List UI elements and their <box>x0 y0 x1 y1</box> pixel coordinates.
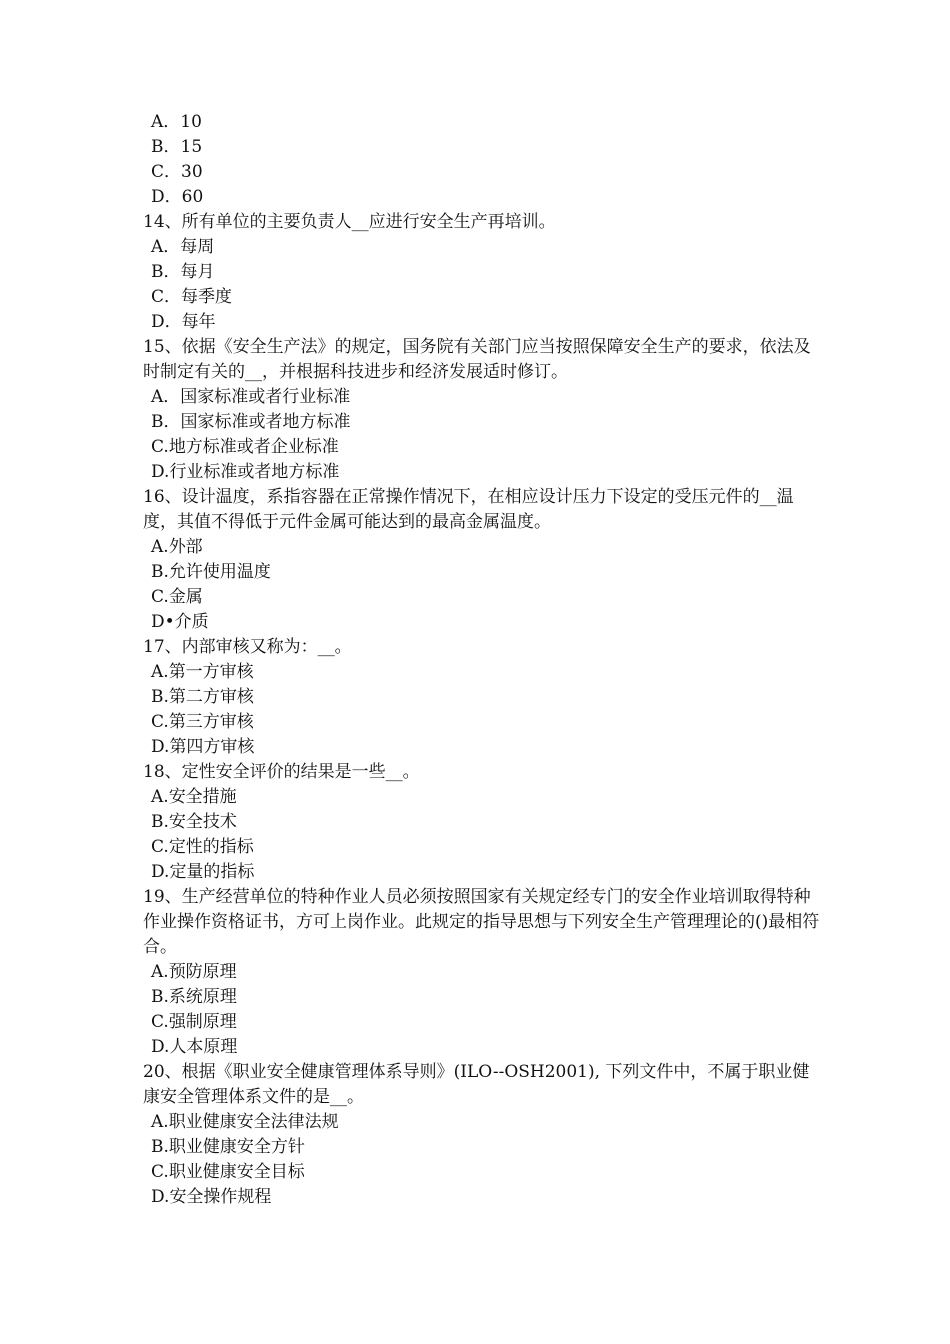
option-label: A. <box>151 962 169 982</box>
option-line <box>143 585 823 610</box>
option-text: 定性的指标 <box>168 837 254 857</box>
option-line <box>143 1110 823 1135</box>
option-line <box>143 410 823 435</box>
option-label: A. <box>151 787 169 807</box>
option-label: A． <box>151 387 181 407</box>
option-text: 第四方审核 <box>169 737 255 757</box>
option-text: 30 <box>181 162 203 182</box>
option-label: C. <box>151 437 169 457</box>
option-line <box>143 860 823 885</box>
option-text: 系统原理 <box>168 987 237 1007</box>
option-line <box>143 235 823 260</box>
question-20 <box>143 1060 823 1210</box>
option-label: D. <box>151 462 170 482</box>
option-label: B. <box>151 812 169 832</box>
option-text: 第二方审核 <box>168 687 254 707</box>
question-15 <box>143 335 823 485</box>
option-text: 每月 <box>180 262 215 282</box>
option-line <box>143 460 823 485</box>
option-line <box>143 710 823 735</box>
option-text: 外部 <box>168 537 203 557</box>
question-text: 16、设计温度，系指容器在正常操作情况下，在相应设计压力下设定的受压元件的__温度，其值不得低于元件金属可能达到的最高金属温度。 <box>143 487 794 532</box>
question-19 <box>143 885 823 1060</box>
option-label: C. <box>151 1162 169 1182</box>
option-line <box>143 835 823 860</box>
question-14 <box>143 210 823 335</box>
option-label: C. <box>151 1012 169 1032</box>
option-text: 60 <box>181 187 204 207</box>
option-label: D． <box>151 187 182 207</box>
question-16 <box>143 485 823 635</box>
option-text: 职业健康安全目标 <box>168 1162 305 1182</box>
option-label: B. <box>151 562 169 582</box>
option-label: C. <box>151 837 169 857</box>
option-line <box>143 960 823 985</box>
option-label: B. <box>151 1137 169 1157</box>
option-line <box>143 785 823 810</box>
document-content <box>143 110 823 1210</box>
option-line <box>143 260 823 285</box>
option-label: B． <box>151 412 181 432</box>
question-text: 20、根据《职业安全健康管理体系导则》(ILO--OSH2001), 下列文件中，不属于职业健康安全管理体系文件的是__。 <box>143 1062 810 1107</box>
option-text: 预防原理 <box>168 962 237 982</box>
option-text: 金属 <box>168 587 203 607</box>
option-line <box>143 1010 823 1035</box>
option-text: 行业标准或者地方标准 <box>169 462 340 482</box>
question-text: 15、依据《安全生产法》的规定，国务院有关部门应当按照保障安全生产的要求，依法及时制定有关的__，并根据科技进步和经济发展适时修订。 <box>143 337 811 382</box>
option-line <box>143 610 823 635</box>
option-label: A． <box>151 112 181 132</box>
option-label: A. <box>151 537 169 557</box>
option-label: B. <box>151 987 169 1007</box>
option-line <box>143 735 823 760</box>
option-label: B. <box>151 687 169 707</box>
option-line <box>143 385 823 410</box>
option-text: 国家标准或者行业标准 <box>180 387 351 407</box>
question-17 <box>143 635 823 760</box>
option-text: 定量的指标 <box>169 862 255 882</box>
option-label: C． <box>151 162 182 182</box>
option-line <box>143 810 823 835</box>
option-text: 15 <box>180 137 203 157</box>
option-line <box>143 685 823 710</box>
option-line <box>143 1185 823 1210</box>
option-label: B． <box>151 137 181 157</box>
option-line <box>143 1135 823 1160</box>
question-text: 17、内部审核又称为：__。 <box>143 637 352 657</box>
option-label: D. <box>151 737 170 757</box>
question-text: 14、所有单位的主要负责人__应进行安全生产再培训。 <box>143 212 556 232</box>
option-line <box>143 1035 823 1060</box>
option-label: A. <box>151 1112 169 1132</box>
option-line <box>143 310 823 335</box>
option-label: B． <box>151 262 181 282</box>
option-label: C． <box>151 287 182 307</box>
option-text: 强制原理 <box>168 1012 237 1032</box>
option-text: 职业健康安全方针 <box>168 1137 305 1157</box>
question-18 <box>143 760 823 885</box>
option-text: 职业健康安全法律法规 <box>168 1112 339 1132</box>
option-text: 安全措施 <box>168 787 237 807</box>
option-text: 人本原理 <box>169 1037 238 1057</box>
option-label: D• <box>151 612 175 632</box>
option-line <box>143 185 823 210</box>
question-text: 19、生产经营单位的特种作业人员必须按照国家有关规定经专门的安全作业培训取得特种作业操作资格证书，方可上岗作业。此规定的指导思想与下列安全生产管理理论的()最相符合。 <box>143 887 820 957</box>
option-line <box>143 985 823 1010</box>
option-line <box>143 660 823 685</box>
option-line <box>143 535 823 560</box>
option-text: 第三方审核 <box>168 712 254 732</box>
option-text: 国家标准或者地方标准 <box>180 412 351 432</box>
option-line <box>143 435 823 460</box>
option-line <box>143 160 823 185</box>
option-text: 安全技术 <box>168 812 237 832</box>
option-line <box>143 1160 823 1185</box>
option-text: 10 <box>180 112 202 132</box>
option-label: A． <box>151 237 181 257</box>
option-line <box>143 285 823 310</box>
option-text: 允许使用温度 <box>168 562 271 582</box>
option-text: 安全操作规程 <box>169 1187 272 1207</box>
option-text: 地方标准或者企业标准 <box>168 437 339 457</box>
option-label: D． <box>151 312 182 332</box>
option-label: C. <box>151 712 169 732</box>
option-label: A. <box>151 662 169 682</box>
option-line <box>143 110 823 135</box>
option-text: 每年 <box>181 312 216 332</box>
option-text: 每季度 <box>181 287 233 307</box>
question-text: 18、定性安全评价的结果是一些__。 <box>143 762 420 782</box>
option-text: 第一方审核 <box>168 662 254 682</box>
option-text: 介质 <box>174 612 209 632</box>
initial-options <box>143 110 823 210</box>
option-label: D. <box>151 1187 170 1207</box>
option-label: D. <box>151 1037 170 1057</box>
option-line <box>143 135 823 160</box>
option-line <box>143 560 823 585</box>
option-text: 每周 <box>180 237 215 257</box>
option-label: C. <box>151 587 169 607</box>
option-label: D. <box>151 862 170 882</box>
